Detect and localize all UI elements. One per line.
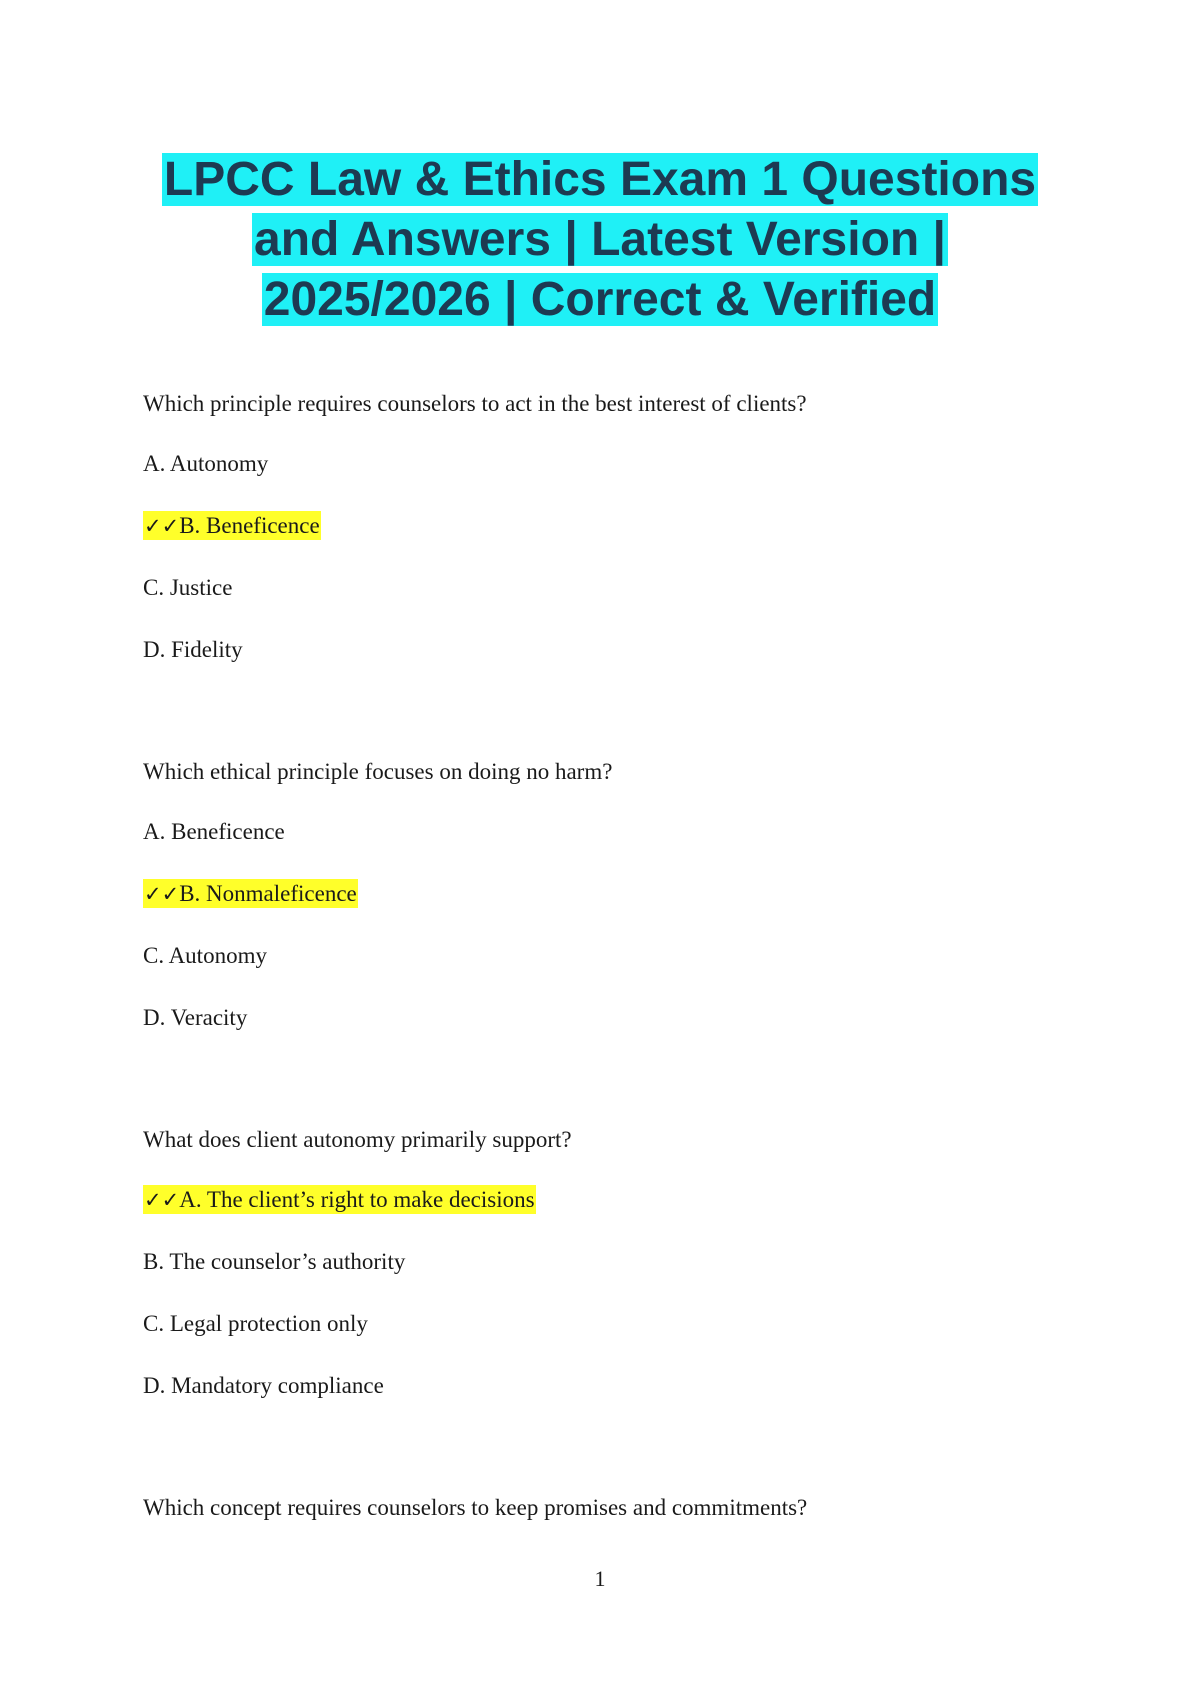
spacer — [143, 1066, 1103, 1126]
page-number: 1 — [594, 1566, 606, 1591]
document-title — [100, 150, 1100, 330]
answer-highlight — [143, 511, 321, 540]
check-icon: ✓✓ — [144, 1188, 180, 1212]
question-text: Which concept requires counselors to keep promises and commitments? — [143, 1495, 808, 1520]
check-icon: ✓✓ — [144, 514, 180, 538]
spacer — [143, 698, 1103, 758]
option-c: C. Legal protection only — [143, 1311, 368, 1336]
option-label: A. The client’s right to make decisions — [179, 1187, 535, 1212]
question-text: Which principle requires counselors to act in the best interest of clients? — [143, 391, 807, 416]
correct-option — [143, 880, 1103, 908]
answer-highlight — [143, 879, 358, 908]
question-text: What does client autonomy primarily support? — [143, 1127, 572, 1152]
check-icon: ✓✓ — [144, 882, 180, 906]
question-block-3 — [143, 1126, 1103, 1400]
option-c: C. Autonomy — [143, 943, 267, 968]
option-d: D. Mandatory compliance — [143, 1373, 384, 1398]
question-list — [143, 390, 1103, 1554]
option-b: B. The counselor’s authority — [143, 1249, 406, 1274]
option-d: D. Veracity — [143, 1005, 248, 1030]
correct-option — [143, 512, 1103, 540]
option-a: A. Beneficence — [143, 819, 285, 844]
question-text: Which ethical principle focuses on doing no harm? — [143, 759, 613, 784]
question-block-1 — [143, 390, 1103, 664]
option-a: A. Autonomy — [143, 451, 269, 476]
option-c: C. Justice — [143, 575, 233, 600]
title-line-1: LPCC Law & Ethics Exam 1 Questions — [163, 153, 1037, 206]
title-line-2: and Answers | Latest Version | — [254, 213, 946, 266]
option-label: B. Nonmaleficence — [179, 881, 357, 906]
option-label: B. Beneficence — [179, 513, 320, 538]
option-d: D. Fidelity — [143, 637, 243, 662]
correct-option — [143, 1186, 1103, 1214]
title-line-3: 2025/2026 | Correct & Verified — [263, 273, 937, 326]
question-block-2 — [143, 758, 1103, 1032]
answer-highlight — [143, 1185, 536, 1214]
spacer — [143, 1434, 1103, 1494]
question-block-4 — [143, 1494, 1103, 1522]
